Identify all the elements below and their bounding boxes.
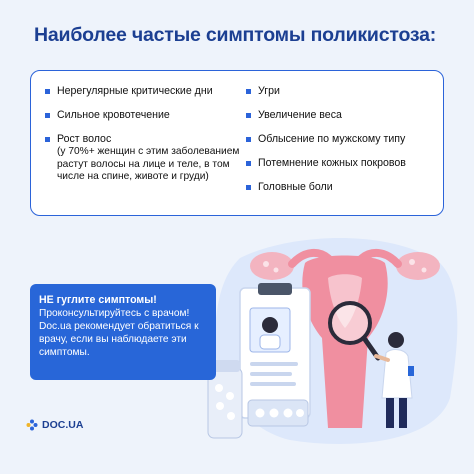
symptoms-left-column <box>45 85 245 195</box>
cta-text: Проконсультируйтесь с врачом! Doc.ua рекомендует обратиться к врачу, если вы наблюдаете эти симптомы. <box>39 308 199 358</box>
symptom-label: Сильное кровотечение <box>57 109 170 121</box>
plus-icon <box>26 419 38 431</box>
symptom-item <box>246 181 441 194</box>
symptom-label: Головные боли <box>258 181 333 193</box>
symptom-label: Угри <box>258 85 280 97</box>
symptom-item <box>246 85 441 98</box>
docua-logo[interactable] <box>26 419 83 431</box>
right-ovary <box>396 252 440 280</box>
symptom-item <box>45 85 245 98</box>
page-title: Наиболее частые симптомы поликистоза: <box>34 24 437 46</box>
symptom-label: Нерегулярные критические дни <box>57 85 213 97</box>
symptom-label: Потемнение кожных покровов <box>258 157 406 169</box>
left-ovary <box>250 252 294 280</box>
symptom-item <box>246 133 441 146</box>
symptom-label: Увеличение веса <box>258 109 342 121</box>
symptom-note: (у 70%+ женщин с этим заболеванием растут волосы на лице и теле, в том числе на спине, животе и груди) <box>57 146 240 182</box>
symptom-label: Рост волос <box>57 133 112 145</box>
uterus-illustration <box>200 228 460 448</box>
cta-title: НЕ гуглите симптомы! <box>39 294 157 306</box>
symptoms-right-column <box>246 85 441 205</box>
symptom-item <box>246 109 441 122</box>
logo-text: DOC.UA <box>42 419 84 431</box>
symptom-item <box>246 157 441 170</box>
symptom-item <box>45 109 245 122</box>
cta-banner <box>30 284 216 380</box>
symptoms-card <box>30 70 444 216</box>
symptom-item <box>45 133 245 184</box>
symptom-label: Облысение по мужскому типу <box>258 133 406 145</box>
